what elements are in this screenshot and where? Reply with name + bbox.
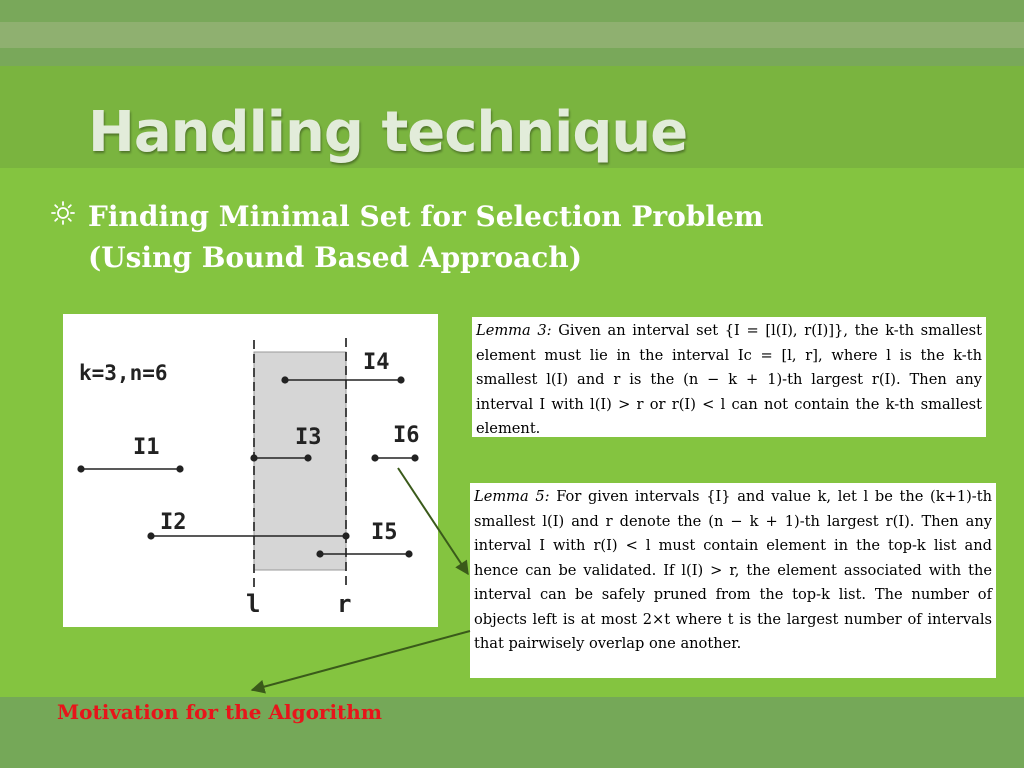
interval-i1 — [78, 466, 183, 472]
label-i1: I1 — [133, 435, 160, 460]
sun-bullet-icon — [50, 200, 76, 226]
interval-diagram — [63, 314, 438, 627]
lemma-5-text: For given intervals {I} and value k, let l be the (k+1)-th smallest l(I) and r denote the (n − k + 1)-th largest r(I). Then any interval I with r(I) < l must contain element in the top-k list and hence can be validated. If l(I) > r, the element associated with the interval can be safely pruned from the top-k list. The number of objects left is at most 2×t where t is the largest number of intervals that pairwisely overlap one another. — [474, 488, 992, 652]
caption-text: Motivation for the Algorithm — [57, 700, 382, 724]
params-label: k=3,n=6 — [79, 361, 168, 385]
bullet-text — [88, 196, 764, 278]
lemma-3-label: Lemma 3: — [476, 322, 552, 339]
arrow-lemma5-to-caption — [252, 631, 470, 690]
lemma-5-label: Lemma 5: — [474, 488, 550, 505]
label-i5: I5 — [371, 520, 398, 545]
label-l: l — [246, 590, 261, 618]
bullet-line-2: (Using Bound Based Approach) — [88, 241, 582, 274]
candidate-region — [254, 352, 346, 570]
label-i6: I6 — [393, 423, 420, 448]
label-i4: I4 — [363, 350, 390, 375]
label-i2: I2 — [160, 510, 187, 535]
header-stripe — [0, 48, 1024, 66]
slide-title: Handling technique — [88, 100, 688, 165]
label-i3: I3 — [295, 425, 322, 450]
interval-figure — [63, 314, 438, 627]
lemma-3-box — [472, 317, 986, 437]
header-stripe — [0, 0, 1024, 22]
header-stripe — [0, 22, 1024, 48]
lemma-3-text: Given an interval set {I = [l(I), r(I)]}, the k-th smallest element must lie in the interval Ic = [l, r], where l is the k-th smallest l(I) and r is the (n − k + 1)-th largest r(I). Then any interval I with l(I) > r or r(I) < l can not contain the k-th smallest element. — [476, 322, 983, 437]
lemma-5-box — [470, 483, 996, 678]
interval-i6 — [372, 455, 418, 461]
bullet-line-1: Finding Minimal Set for Selection Problem — [88, 200, 764, 233]
label-r: r — [337, 590, 352, 618]
